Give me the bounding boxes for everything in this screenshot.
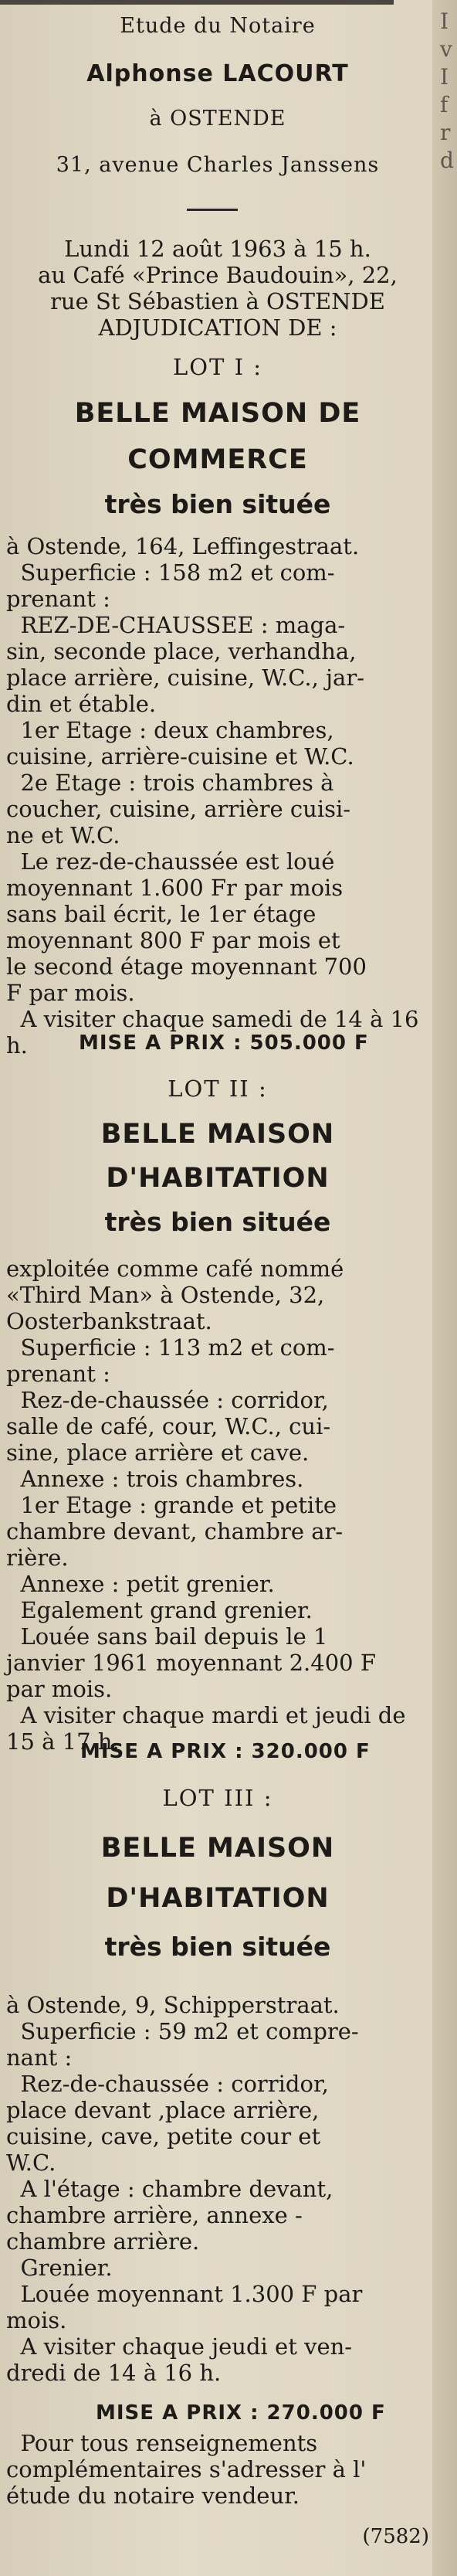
lot-1-description [6, 533, 429, 1059]
closing-note [6, 2430, 429, 2509]
intro-line: ADJUDICATION DE : [98, 314, 337, 341]
lot-3-title-1: BELLE MAISON [100, 1833, 335, 1864]
lot-1-line: 2e Etage : trois chambres à [6, 770, 334, 796]
edge-letter: I [440, 64, 449, 90]
lot-3-line: W.C. [6, 2149, 56, 2176]
intro-line: rue St Sébastien à OSTENDE [50, 288, 385, 314]
lot-1-line: A visiter chaque samedi de 14 à 16 h. [6, 1006, 426, 1059]
lot-1-title-1: BELLE MAISON DE [74, 398, 361, 429]
lot-3-title-2: D'HABITATION [106, 1883, 330, 1914]
separator-rule [187, 209, 238, 211]
lot-3-label: LOT III : [162, 1785, 273, 1811]
lot-1-subtitle: très bien située [104, 489, 331, 519]
lot-2-line: Annexe : trois chambres. [6, 1466, 304, 1492]
top-rule [0, 0, 394, 5]
lot-3-line: Grenier. [6, 2255, 113, 2281]
lot-3-line: à Ostende, 9, Schipperstraat. [6, 1992, 340, 2018]
lot-3-line: chambre arrière. [6, 2228, 200, 2255]
lot-2-line: rière. [6, 1545, 69, 1571]
lot-2-line: 1er Etage : grande et petite [6, 1492, 337, 1518]
notary-office-label: Etude du Notaire [120, 14, 316, 38]
closing-line: complémentaires s'adresser à l' [6, 2456, 367, 2483]
lot-3-line: mois. [6, 2307, 67, 2333]
lot-2-line: «Third Man» à Ostende, 32, [6, 1282, 325, 1308]
lot-3-price: MISE A PRIX : 270.000 F [96, 2401, 386, 2425]
lot-1-line: din et étable. [6, 691, 157, 717]
lot-2-line: exploitée comme café nommé [6, 1256, 344, 1282]
intro-line: au Café «Prince Baudouin», 22, [38, 262, 398, 288]
edge-letter: I [440, 8, 449, 34]
edge-letter: d [440, 148, 454, 173]
lot-1-line: Superficie : 158 m2 et com- [6, 559, 335, 586]
lot-3-line: Rez-de-chaussée : corridor, [6, 2071, 329, 2097]
lot-1-line: coucher, cuisine, arrière cuisi- [6, 796, 351, 822]
lot-3-line: cuisine, cave, petite cour et [6, 2123, 321, 2149]
lot-2-line: prenant : [6, 1361, 110, 1387]
notary-address: 31, avenue Charles Janssens [56, 153, 380, 177]
lot-1-line: sans bail écrit, le 1er étage [6, 901, 317, 927]
closing-line: étude du notaire vendeur. [6, 2483, 300, 2509]
lot-1-line: cuisine, arrière-cuisine et W.C. [6, 743, 354, 770]
notary-city: à OSTENDE [149, 107, 286, 131]
lot-3-description [6, 1992, 429, 2386]
adjacent-column-fragments [440, 8, 455, 175]
lot-2-line: Oosterbankstraat. [6, 1308, 212, 1334]
lot-1-line: à Ostende, 164, Leffingestraat. [6, 533, 360, 559]
lot-2-line: Annexe : petit grenier. [6, 1571, 275, 1597]
lot-2-price: MISE A PRIX : 320.000 F [80, 1740, 371, 1763]
lot-2-line: A visiter chaque mardi et jeudi de 15 à 17 h. [6, 1702, 413, 1755]
lot-2-line: salle de café, cour, W.C., cui- [6, 1413, 331, 1439]
lot-3-line: place devant ,place arrière, [6, 2097, 320, 2123]
lot-2-description [6, 1256, 429, 1755]
lot-1-line: REZ-DE-CHAUSSEE : maga- [6, 612, 346, 638]
lot-2-label: LOT II : [168, 1076, 268, 1102]
lot-2-line: chambre devant, chambre ar- [6, 1518, 344, 1545]
lot-2-title-2: D'HABITATION [106, 1163, 330, 1194]
lot-1-line: 1er Etage : deux chambres, [6, 717, 334, 743]
lot-1-line: prenant : [6, 586, 110, 612]
lot-3-line: A visiter chaque jeudi et ven- [6, 2333, 353, 2360]
lot-1-line: Le rez-de-chaussée est loué [6, 848, 335, 875]
adjacent-column-edge [432, 0, 457, 2576]
closing-line: Pour tous renseignements [6, 2430, 318, 2456]
lot-3-line: nant : [6, 2044, 73, 2071]
lot-2-line: janvier 1961 moyennant 2.400 F [6, 1650, 376, 1676]
auction-intro [6, 236, 429, 341]
lot-1-line: F par mois. [6, 980, 135, 1006]
lot-1-title-2: COMMERCE [127, 444, 308, 475]
ad-reference: (7582) [362, 2525, 429, 2548]
edge-letter: f [440, 92, 449, 117]
lot-1-line: moyennant 800 F par mois et [6, 927, 340, 953]
lot-2-line: Rez-de-chaussée : corridor, [6, 1387, 329, 1413]
lot-1-price: MISE A PRIX : 505.000 F [79, 1031, 369, 1055]
lot-1-line: moyennant 1.600 Fr par mois [6, 875, 344, 901]
lot-3-line: Superficie : 59 m2 et compre- [6, 2018, 359, 2044]
lot-1-label: LOT I : [172, 354, 263, 380]
lot-1-line: place arrière, cuisine, W.C., jar- [6, 664, 364, 691]
lot-2-subtitle: très bien située [104, 1207, 331, 1237]
edge-letter: r [440, 120, 451, 145]
lot-3-line: Louée moyennant 1.300 F par [6, 2281, 363, 2307]
lot-3-subtitle: très bien située [104, 1932, 331, 1962]
lot-3-line: A l'étage : chambre devant, [6, 2176, 333, 2202]
lot-2-line: sine, place arrière et cave. [6, 1439, 310, 1466]
lot-2-line: Superficie : 113 m2 et com- [6, 1334, 335, 1361]
notary-name: Alphonse LACOURT [86, 60, 349, 87]
lot-2-line: Louée sans bail depuis le 1 [6, 1623, 328, 1650]
lot-1-line: le second étage moyennant 700 [6, 953, 367, 980]
lot-3-line: dredi de 14 à 16 h. [6, 2360, 222, 2386]
lot-1-line: sin, seconde place, verhandha, [6, 638, 357, 664]
lot-2-line: par mois. [6, 1676, 113, 1702]
lot-1-line: ne et W.C. [6, 822, 120, 848]
lot-2-title-1: BELLE MAISON [100, 1119, 335, 1150]
lot-3-line: chambre arrière, annexe - [6, 2202, 303, 2228]
intro-line: Lundi 12 août 1963 à 15 h. [64, 236, 371, 262]
lot-2-line: Egalement grand grenier. [6, 1597, 313, 1623]
edge-letter: v [440, 36, 452, 62]
